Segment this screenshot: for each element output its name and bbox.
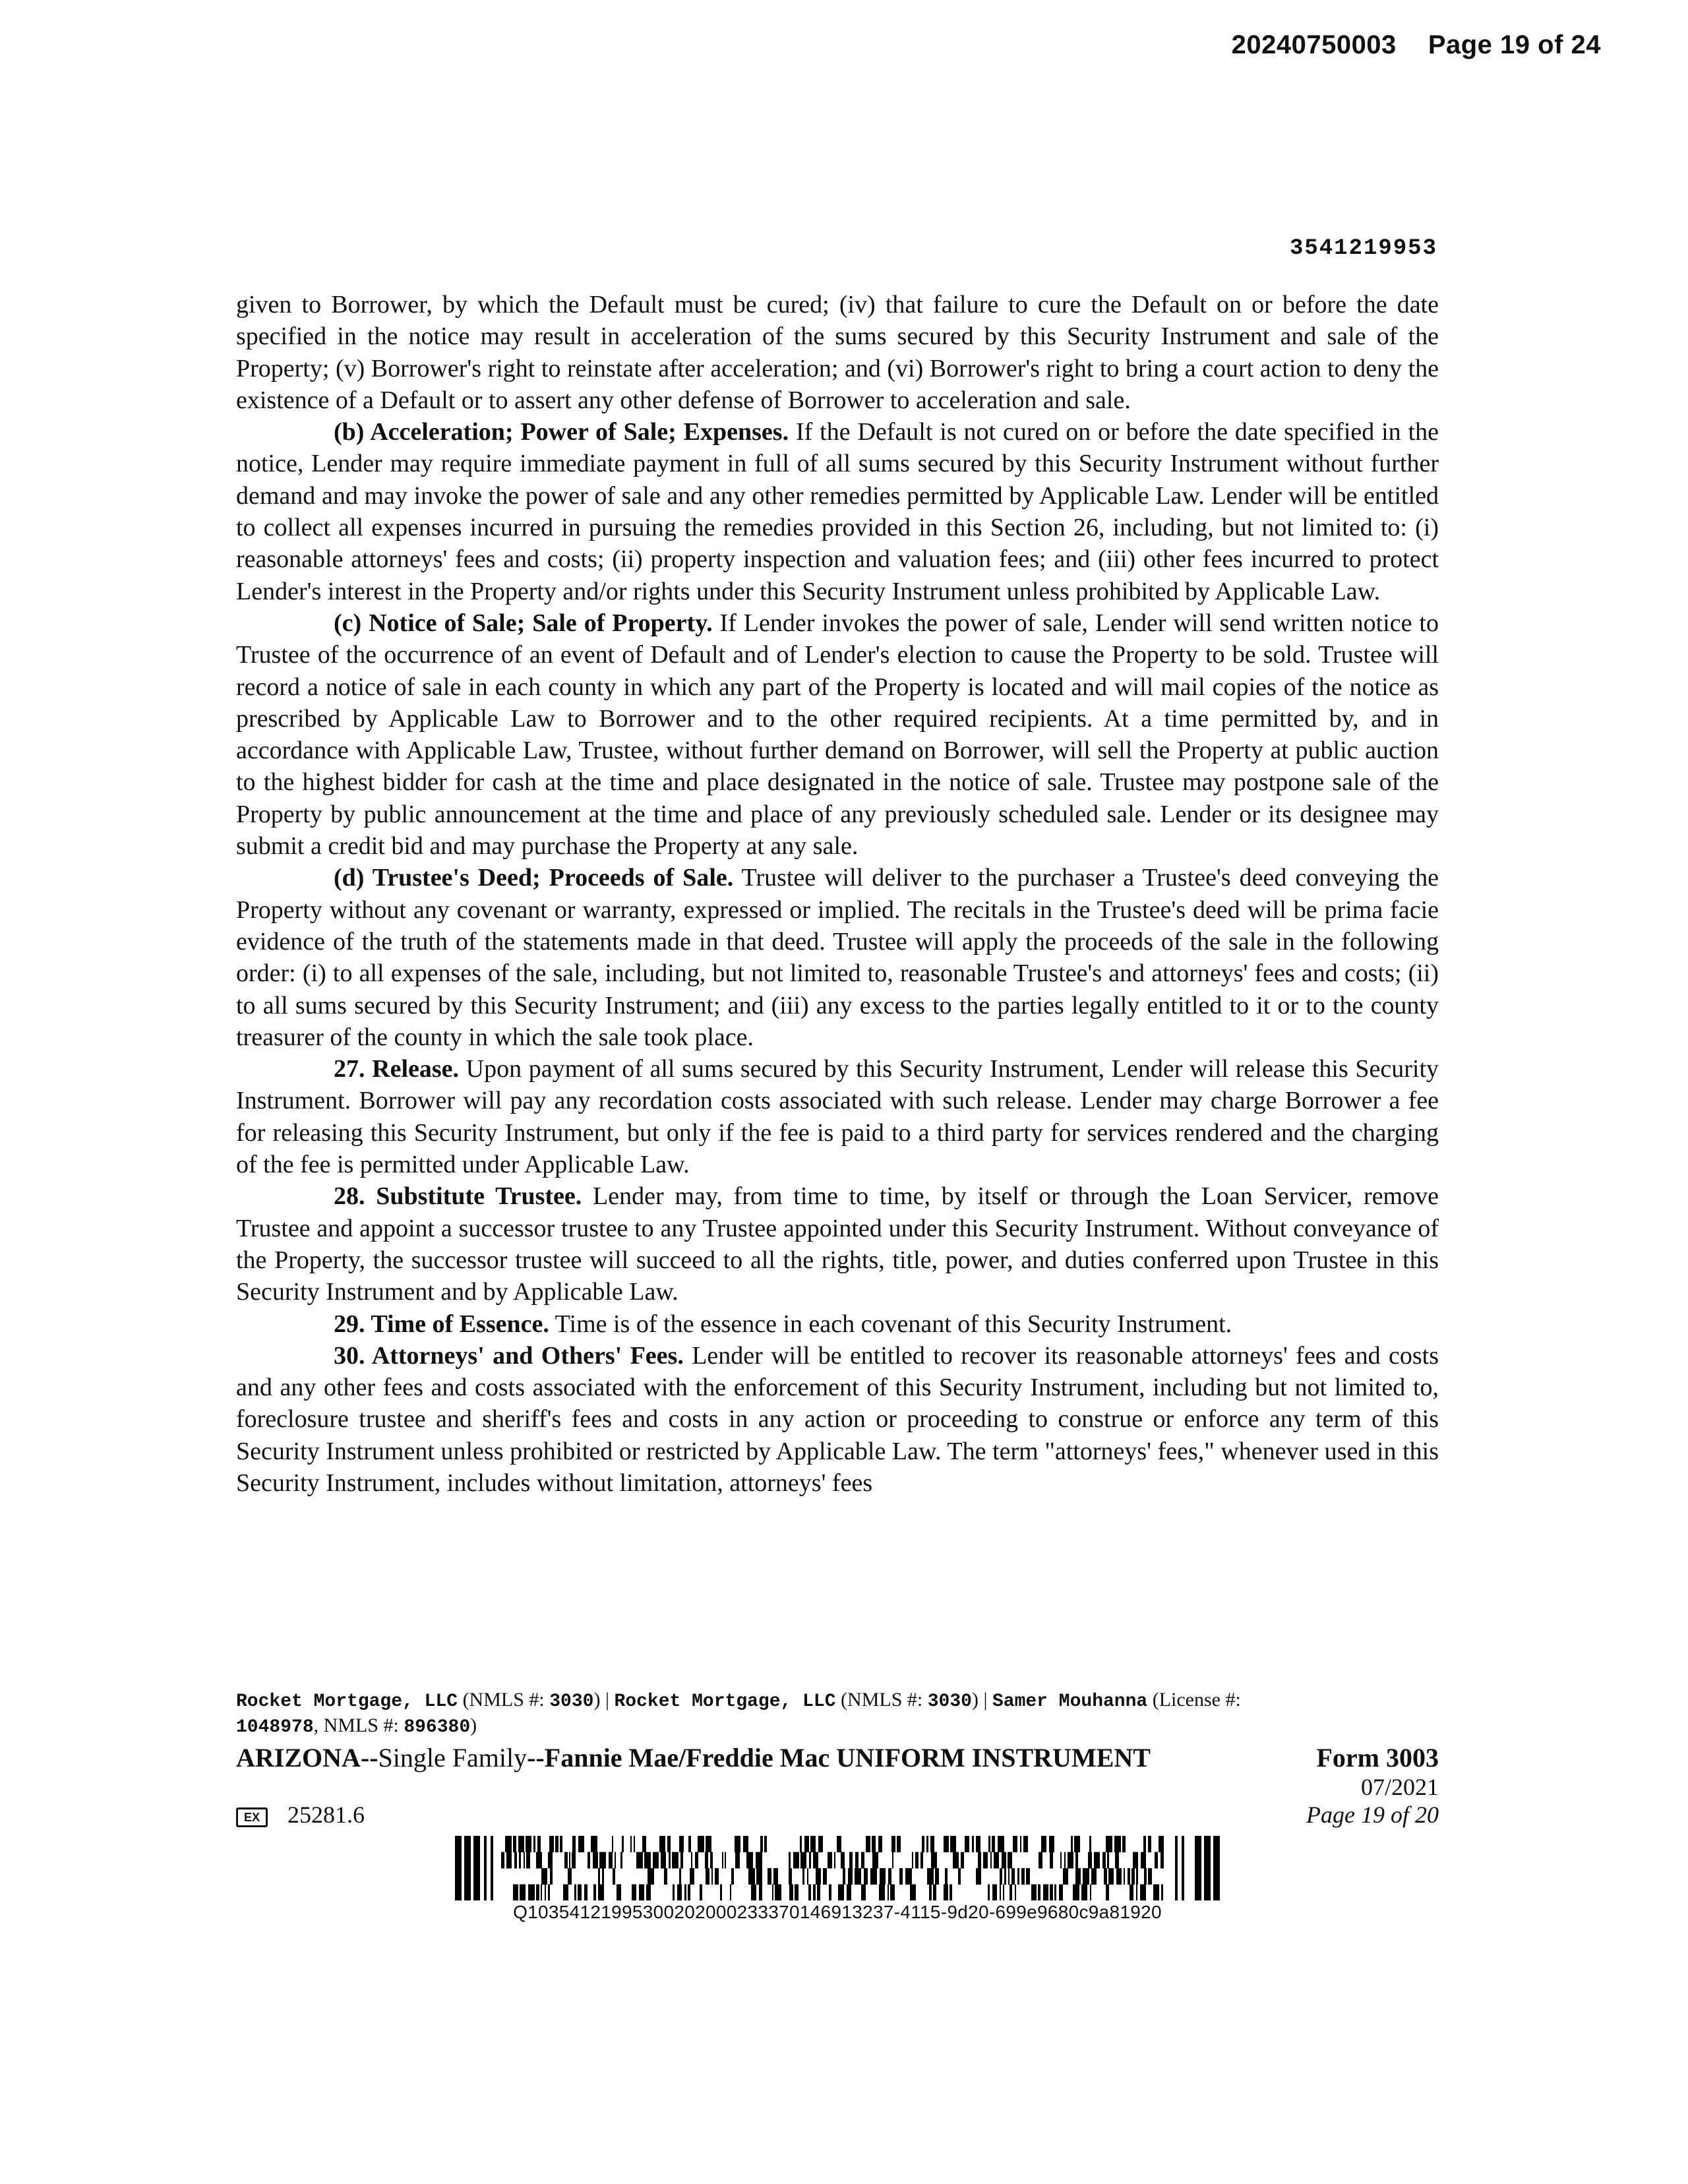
form-family: Single Family	[378, 1743, 528, 1773]
nmls-label: (NMLS #:	[458, 1689, 550, 1711]
form-date: 07/2021	[1360, 1774, 1439, 1800]
loan-originator: Samer Mouhanna	[992, 1691, 1148, 1712]
form-state: ARIZONA	[236, 1743, 361, 1773]
paragraph-c	[236, 607, 1439, 862]
document-body	[236, 289, 1439, 1499]
version-info	[236, 1801, 365, 1829]
paragraph-b	[236, 416, 1439, 607]
document-footer	[236, 1688, 1439, 1829]
form-title	[236, 1742, 1151, 1773]
section-28	[236, 1180, 1439, 1308]
paragraph-d-heading: (d) Trustee's Deed; Proceeds of Sale.	[334, 864, 734, 892]
section-28-heading: 28. Substitute Trustee.	[334, 1182, 582, 1211]
section-27-heading: 27. Release.	[334, 1055, 460, 1083]
paren: )	[470, 1714, 477, 1736]
lender-nmls: 3030	[549, 1691, 594, 1712]
dash: --	[527, 1743, 545, 1773]
barcode	[455, 1836, 1220, 1923]
barcode-text: Q10354121995300202000233370146913237-4115-9d20-699e9680c9a81920	[513, 1902, 1162, 1922]
nmls-label: (NMLS #:	[835, 1689, 928, 1711]
section-29	[236, 1308, 1439, 1340]
section-30	[236, 1340, 1439, 1499]
paragraph-continuation: given to Borrower, by which the Default must be cured; (iv) that failure to cure the Default on or before the date specified in the notice may result in acceleration of the sums secured by this Security Instrument and sale of the Property; (v) Borrower's right to reinstate after acceleration; and (vi) Borrower's right to bring a court action to deny the existence of a Default or to assert any other defense of Borrower to acceleration and sale.	[236, 291, 1439, 414]
paragraph-d-text: Trustee will deliver to the purchaser a Trustee's deed conveying the Property without any covenant or warranty, expressed or implied. The recitals in the Trustee's deed will be prima facie evidence of the truth of the statements made in that deed. Trustee will apply the proceeds of the sale in the following order: (i) to all expenses of the sale, including, but not limited to, reasonable Trustee's and attorneys' fees and costs; (ii) to all sums secured by this Security Instrument; and (iii) any excess to the parties legally entitled to it or to the county treasurer of the county in which the sale took place.	[236, 864, 1439, 1051]
section-30-text: Lender will be entitled to recover its reasonable attorneys' fees and costs and any other fees and costs associated with the enforcement of this Security Instrument, including but not limited to, foreclosure trustee and sheriff's fees and costs in any action or proceeding to construe or enforce any term of this Security Instrument unless prohibited or restricted by Applicable Law. The term "attorneys' fees," whenever used in this Security Instrument, includes without limitation, attorneys' fees	[236, 1341, 1439, 1497]
originator-nmls: 896380	[404, 1717, 471, 1738]
form-title-row	[236, 1742, 1439, 1773]
originator-license: 1048978	[236, 1717, 314, 1738]
recording-page-label: Page 19 of 24	[1428, 30, 1601, 59]
recording-stamp	[1232, 30, 1601, 60]
section-29-text: Time is of the essence in each covenant of this Security Instrument.	[549, 1310, 1232, 1338]
paragraph-c-heading: (c) Notice of Sale; Sale of Property.	[334, 609, 713, 637]
paren: )	[971, 1689, 979, 1711]
paragraph-b-heading: (b) Acceleration; Power of Sale; Expenses.	[334, 418, 789, 446]
document-number: 20240750003	[1231, 30, 1397, 59]
version-number: 25281.6	[287, 1802, 365, 1828]
paragraph-d	[236, 862, 1439, 1053]
section-27	[236, 1053, 1439, 1180]
lender-name-2: Rocket Mortgage, LLC	[614, 1691, 836, 1712]
form-page-number: Page 19 of 20	[1306, 1802, 1439, 1828]
barcode-image	[455, 1836, 1220, 1900]
form-instrument: Fannie Mae/Freddie Mac UNIFORM INSTRUMENT	[544, 1743, 1151, 1773]
version-row	[236, 1801, 1439, 1829]
section-29-heading: 29. Time of Essence.	[334, 1310, 549, 1338]
form-number: Form 3003	[1316, 1743, 1439, 1773]
nmls-label: , NMLS #:	[313, 1714, 404, 1736]
paragraph-b-text: If the Default is not cured on or before the date specified in the notice, Lender may require immediate payment in full of all sums secured by this Security Instrument without further demand and may invoke the power of sale and any other remedies permitted by Applicable Law. Lender will be entitled to collect all expenses incurred in pursuing the remedies provided in this Section 26, including, but not limited to: (i) reasonable attorneys' fees and costs; (ii) property inspection and valuation fees; and (iii) other fees incurred to protect Lender's interest in the Property and/or rights under this Security Instrument unless prohibited by Applicable Law.	[236, 418, 1439, 605]
dash: --	[360, 1743, 378, 1773]
lender-name: Rocket Mortgage, LLC	[236, 1691, 458, 1712]
lender-info	[236, 1688, 1439, 1740]
paragraph-c-text: If Lender invokes the power of sale, Lender will send written notice to Trustee of the occurrence of an event of Default and of Lender's election to cause the Property to be sold. Trustee will record a notice of sale in each county in which any part of the Property is located and will mail copies of the notice as prescribed by Applicable Law to Borrower and to the other required recipients. At a time permitted by, and in accordance with Applicable Law, Trustee, without further demand on Borrower, will sell the Property at public auction to the highest bidder for cash at the time and place designated in the notice of sale. Trustee may postpone sale of the Property by public announcement at the time and place of any previously scheduled sale. Lender or its designee may submit a credit bid and may purchase the Property at any sale.	[236, 609, 1439, 861]
ellie-mae-ex-icon: EX	[236, 1807, 268, 1827]
separator: |	[600, 1689, 615, 1711]
section-28-text: Lender may, from time to time, by itself or through the Loan Servicer, remove Trustee and appoint a successor trustee to any Trustee appointed under this Security Instrument. Without conveyance of the Property, the successor trustee will succeed to all the rights, title, power, and duties conferred upon Trustee in this Security Instrument and by Applicable Law.	[236, 1182, 1439, 1306]
separator: |	[978, 1689, 992, 1711]
section-30-heading: 30. Attorneys' and Others' Fees.	[334, 1341, 684, 1370]
lender-nmls-2: 3030	[927, 1691, 972, 1712]
paren: )	[593, 1689, 601, 1711]
section-27-text: Upon payment of all sums secured by this Security Instrument, Lender will release this Security Instrument. Borrower will pay any recordation costs associated with such release. Lender may charge Borrower a fee for releasing this Security Instrument, but only if the fee is paid to a third party for services rendered and the charging of the fee is permitted under Applicable Law.	[236, 1055, 1439, 1179]
license-label: (License #:	[1147, 1689, 1241, 1711]
loan-number: 3541219953	[1289, 236, 1437, 261]
